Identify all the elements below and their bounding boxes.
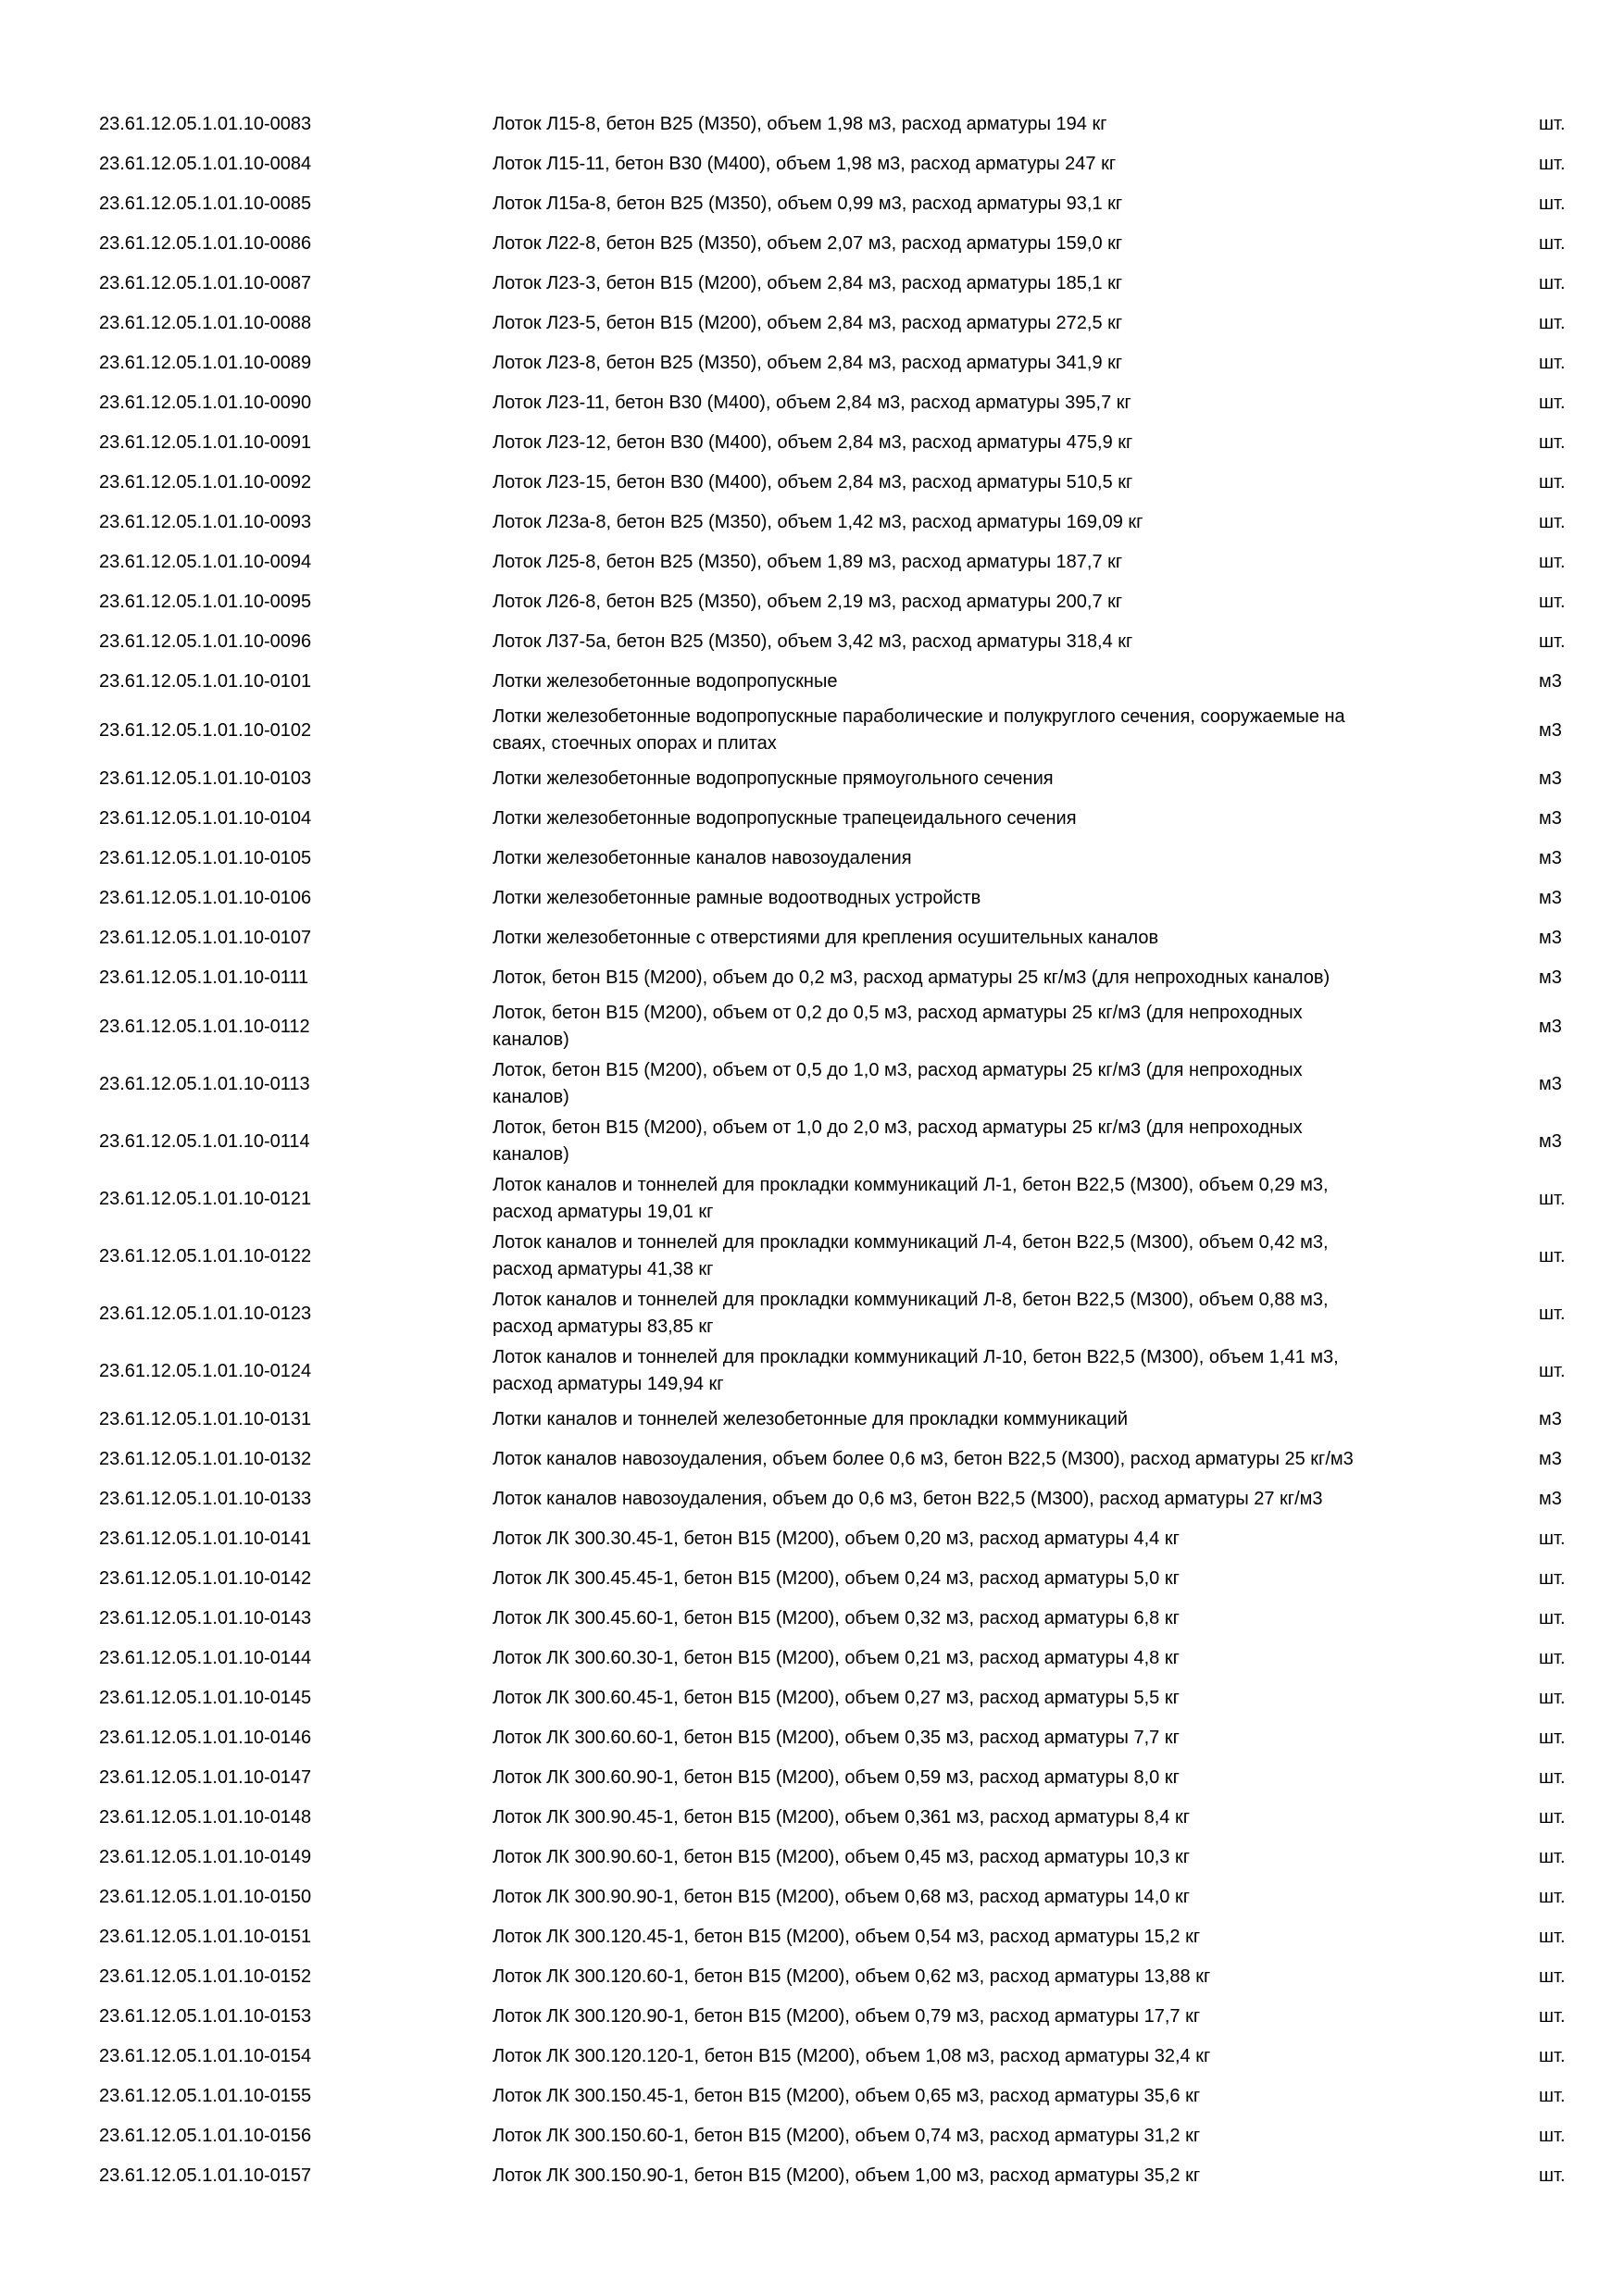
table-row (0, 1957, 1624, 1997)
item-name: Лотки железобетонные рамные водоотводных устройств (493, 888, 981, 908)
item-code: 23.61.12.05.1.01.10-0085 (99, 193, 312, 214)
item-name-line: расход арматуры 19,01 кг (493, 1202, 714, 1222)
item-name: Лоток Л23а-8, бетон В25 (М350), объем 1,42 м3, расход арматуры 169,09 кг (493, 512, 1143, 532)
table-row (0, 1055, 1624, 1113)
item-name: Лоток Л23-11, бетон В30 (М400), объем 2,84 м3, расход арматуры 395,7 кг (493, 393, 1131, 413)
table-row (0, 582, 1624, 622)
item-unit: м3 (1539, 1449, 1562, 1469)
item-name-line: расход арматуры 41,38 кг (493, 1259, 714, 1279)
item-code: 23.61.12.05.1.01.10-0122 (99, 1245, 312, 1267)
table-row (0, 264, 1624, 304)
item-name: Лоток Л15-11, бетон В30 (М400), объем 1,98 м3, расход арматуры 247 кг (493, 154, 1117, 174)
item-code: 23.61.12.05.1.01.10-0106 (99, 888, 312, 908)
item-name: Лоток Л26-8, бетон В25 (М350), объем 2,19 м3, расход арматуры 200,7 кг (493, 592, 1123, 612)
item-code: 23.61.12.05.1.01.10-0124 (99, 1360, 312, 1381)
item-unit: шт. (1539, 2006, 1566, 2027)
item-name: Лоток ЛК 300.45.60-1, бетон В15 (М200), объем 0,32 м3, расход арматуры 6,8 кг (493, 1608, 1180, 1628)
table-row (0, 224, 1624, 264)
item-code: 23.61.12.05.1.01.10-0123 (99, 1303, 312, 1324)
item-name: Лоток ЛК 300.90.45-1, бетон В15 (М200), объем 0,361 м3, расход арматуры 8,4 кг (493, 1807, 1190, 1828)
item-code: 23.61.12.05.1.01.10-0088 (99, 313, 312, 333)
table-row (0, 2077, 1624, 2116)
item-unit: м3 (1539, 928, 1562, 948)
item-name-line: Лоток каналов и тоннелей для прокладки коммуникаций Л-8, бетон В22,5 (М300), объем 0,88 м3, (493, 1290, 1329, 1310)
table-row (0, 1718, 1624, 1758)
item-code: 23.61.12.05.1.01.10-0114 (99, 1130, 310, 1152)
item-name: Лоток каналов навозоудаления, объем до 0,6 м3, бетон В22,5 (М300), расход арматуры 27 кг/м3 (493, 1489, 1323, 1509)
item-code: 23.61.12.05.1.01.10-0152 (99, 1966, 312, 1987)
item-code: 23.61.12.05.1.01.10-0083 (99, 114, 312, 134)
table-row (0, 1170, 1624, 1228)
item-code: 23.61.12.05.1.01.10-0132 (99, 1449, 312, 1469)
item-unit: шт. (1539, 1568, 1566, 1589)
item-name: Лоток ЛК 300.60.45-1, бетон В15 (М200), объем 0,27 м3, расход арматуры 5,5 кг (493, 1688, 1180, 1708)
item-name-line: каналов) (493, 1087, 569, 1107)
table-row (0, 543, 1624, 582)
item-name: Лотки железобетонные с отверстиями для крепления осушительных каналов (493, 928, 1159, 948)
table-row (0, 1599, 1624, 1639)
item-code: 23.61.12.05.1.01.10-0150 (99, 1887, 312, 1907)
item-unit: шт. (1539, 114, 1566, 134)
item-unit: шт. (1539, 233, 1566, 254)
item-code: 23.61.12.05.1.01.10-0146 (99, 1728, 312, 1748)
item-name: Лоток Л23-5, бетон В15 (М200), объем 2,84 м3, расход арматуры 272,5 кг (493, 313, 1123, 333)
item-code: 23.61.12.05.1.01.10-0155 (99, 2086, 312, 2106)
table-row (0, 958, 1624, 998)
table-row (0, 1559, 1624, 1599)
item-name: Лоток ЛК 300.120.45-1, бетон В15 (М200), объем 0,54 м3, расход арматуры 15,2 кг (493, 1927, 1201, 1947)
item-name: Лоток ЛК 300.90.60-1, бетон В15 (М200), объем 0,45 м3, расход арматуры 10,3 кг (493, 1847, 1190, 1867)
item-code: 23.61.12.05.1.01.10-0090 (99, 393, 312, 413)
table-row (0, 423, 1624, 463)
table-row (0, 1440, 1624, 1479)
item-code: 23.61.12.05.1.01.10-0104 (99, 808, 312, 829)
table-row (0, 2116, 1624, 2156)
item-unit: шт. (1539, 2165, 1566, 2186)
item-unit: м3 (1539, 1016, 1562, 1037)
item-name: Лотки железобетонные водопропускные (493, 671, 838, 692)
item-unit: шт. (1539, 2046, 1566, 2066)
item-name-line: Лоток, бетон В15 (М200), объем от 1,0 до 2,0 м3, расход арматуры 25 кг/м3 (для непроходных (493, 1117, 1303, 1138)
table-row (0, 105, 1624, 144)
table-row (0, 1113, 1624, 1170)
table-row (0, 304, 1624, 343)
item-name: Лоток ЛК 300.60.60-1, бетон В15 (М200), объем 0,35 м3, расход арматуры 7,7 кг (493, 1728, 1180, 1748)
item-unit: м3 (1539, 888, 1562, 908)
item-unit: м3 (1539, 719, 1562, 741)
item-code: 23.61.12.05.1.01.10-0142 (99, 1568, 312, 1589)
item-code: 23.61.12.05.1.01.10-0101 (99, 671, 312, 692)
item-unit: м3 (1539, 967, 1562, 988)
item-name-line: сваях, стоечных опорах и плитах (493, 733, 777, 754)
table-row (0, 622, 1624, 662)
item-code: 23.61.12.05.1.01.10-0105 (99, 848, 312, 868)
item-unit: м3 (1539, 1073, 1562, 1094)
item-code: 23.61.12.05.1.01.10-0095 (99, 592, 312, 612)
table-row (0, 1758, 1624, 1798)
item-unit: м3 (1539, 768, 1562, 789)
item-name (493, 1228, 1455, 1285)
table-row (0, 1342, 1624, 1400)
item-unit: шт. (1539, 154, 1566, 174)
table-row (0, 463, 1624, 503)
price-list-table (0, 105, 1624, 2196)
item-unit: шт. (1539, 1188, 1566, 1209)
table-row (0, 1285, 1624, 1342)
item-name: Лоток каналов навозоудаления, объем более 0,6 м3, бетон В22,5 (М300), расход арматуры 25 кг/м3 (493, 1449, 1354, 1469)
item-code: 23.61.12.05.1.01.10-0143 (99, 1608, 312, 1628)
item-code: 23.61.12.05.1.01.10-0113 (99, 1073, 310, 1094)
item-unit: шт. (1539, 1767, 1566, 1788)
item-unit: шт. (1539, 1245, 1566, 1267)
item-unit: шт. (1539, 1529, 1566, 1549)
item-code: 23.61.12.05.1.01.10-0147 (99, 1767, 312, 1788)
item-code: 23.61.12.05.1.01.10-0087 (99, 273, 312, 293)
item-name-line: Лоток каналов и тоннелей для прокладки коммуникаций Л-4, бетон В22,5 (М300), объем 0,42 м3, (493, 1232, 1329, 1253)
item-unit: шт. (1539, 313, 1566, 333)
table-row (0, 1997, 1624, 2037)
item-name: Лоток Л23-3, бетон В15 (М200), объем 2,84 м3, расход арматуры 185,1 кг (493, 273, 1123, 293)
item-name: Лоток Л23-15, бетон В30 (М400), объем 2,84 м3, расход арматуры 510,5 кг (493, 472, 1133, 493)
item-code: 23.61.12.05.1.01.10-0154 (99, 2046, 312, 2066)
table-row (0, 2037, 1624, 2077)
table-row (0, 343, 1624, 383)
table-row (0, 998, 1624, 1055)
table-row (0, 799, 1624, 839)
item-code: 23.61.12.05.1.01.10-0089 (99, 353, 312, 373)
item-name: Лоток Л15-8, бетон В25 (М350), объем 1,98 м3, расход арматуры 194 кг (493, 114, 1107, 134)
item-name-line: Лоток каналов и тоннелей для прокладки коммуникаций Л-1, бетон В22,5 (М300), объем 0,29 м3, (493, 1175, 1329, 1195)
item-code: 23.61.12.05.1.01.10-0157 (99, 2165, 312, 2186)
item-code: 23.61.12.05.1.01.10-0141 (99, 1529, 312, 1549)
item-unit: шт. (1539, 472, 1566, 493)
item-code: 23.61.12.05.1.01.10-0131 (99, 1409, 312, 1429)
item-name: Лоток ЛК 300.150.90-1, бетон В15 (М200), объем 1,00 м3, расход арматуры 35,2 кг (493, 2165, 1201, 2186)
table-row (0, 759, 1624, 799)
item-name: Лотки железобетонные водопропускные прямоугольного сечения (493, 768, 1054, 789)
table-row (0, 1878, 1624, 1917)
item-code: 23.61.12.05.1.01.10-0145 (99, 1688, 312, 1708)
item-code: 23.61.12.05.1.01.10-0133 (99, 1489, 312, 1509)
item-name (493, 1285, 1455, 1342)
table-row (0, 918, 1624, 958)
item-code: 23.61.12.05.1.01.10-0092 (99, 472, 312, 493)
table-row (0, 1678, 1624, 1718)
item-name-line: каналов) (493, 1029, 569, 1050)
item-code: 23.61.12.05.1.01.10-0084 (99, 154, 312, 174)
table-row (0, 1838, 1624, 1878)
item-unit: шт. (1539, 592, 1566, 612)
item-unit: шт. (1539, 273, 1566, 293)
item-name (493, 1055, 1455, 1113)
item-name: Лоток Л25-8, бетон В25 (М350), объем 1,89 м3, расход арматуры 187,7 кг (493, 552, 1123, 572)
item-name: Лоток ЛК 300.150.60-1, бетон В15 (М200), объем 0,74 м3, расход арматуры 31,2 кг (493, 2126, 1201, 2146)
table-row (0, 1400, 1624, 1440)
item-unit: шт. (1539, 1303, 1566, 1324)
item-unit: шт. (1539, 2086, 1566, 2106)
item-name-line: расход арматуры 149,94 кг (493, 1374, 724, 1394)
item-name: Лоток ЛК 300.60.30-1, бетон В15 (М200), объем 0,21 м3, расход арматуры 4,8 кг (493, 1648, 1180, 1668)
item-code: 23.61.12.05.1.01.10-0096 (99, 631, 312, 652)
table-row (0, 1479, 1624, 1519)
item-name: Лоток Л23-12, бетон В30 (М400), объем 2,84 м3, расход арматуры 475,9 кг (493, 432, 1133, 453)
item-unit: шт. (1539, 512, 1566, 532)
item-name (493, 1170, 1455, 1228)
item-code: 23.61.12.05.1.01.10-0094 (99, 552, 312, 572)
item-name: Лоток ЛК 300.120.60-1, бетон В15 (М200), объем 0,62 м3, расход арматуры 13,88 кг (493, 1966, 1211, 1987)
item-code: 23.61.12.05.1.01.10-0151 (99, 1927, 312, 1947)
table-row (0, 839, 1624, 879)
item-unit: шт. (1539, 1360, 1566, 1381)
item-code: 23.61.12.05.1.01.10-0107 (99, 928, 312, 948)
item-name-line: расход арматуры 83,85 кг (493, 1316, 714, 1337)
table-row (0, 1639, 1624, 1678)
item-code: 23.61.12.05.1.01.10-0103 (99, 768, 312, 789)
item-unit: м3 (1539, 671, 1562, 692)
table-row (0, 144, 1624, 184)
item-unit: шт. (1539, 1847, 1566, 1867)
table-row (0, 1917, 1624, 1957)
item-name: Лоток Л15а-8, бетон В25 (М350), объем 0,99 м3, расход арматуры 93,1 кг (493, 193, 1123, 214)
item-name: Лоток ЛК 300.45.45-1, бетон В15 (М200), объем 0,24 м3, расход арматуры 5,0 кг (493, 1568, 1180, 1589)
item-unit: шт. (1539, 1608, 1566, 1628)
item-code: 23.61.12.05.1.01.10-0111 (99, 967, 309, 988)
item-code: 23.61.12.05.1.01.10-0093 (99, 512, 312, 532)
item-name: Лоток ЛК 300.120.120-1, бетон В15 (М200), объем 1,08 м3, расход арматуры 32,4 кг (493, 2046, 1211, 2066)
item-unit: шт. (1539, 1728, 1566, 1748)
item-name (493, 1113, 1455, 1170)
table-row (0, 2156, 1624, 2196)
item-unit: шт. (1539, 631, 1566, 652)
item-unit: шт. (1539, 552, 1566, 572)
table-row (0, 702, 1624, 759)
table-row (0, 879, 1624, 918)
item-name: Лотки железобетонные водопропускные трапецеидального сечения (493, 808, 1077, 829)
item-name-line: Лоток каналов и тоннелей для прокладки коммуникаций Л-10, бетон В22,5 (М300), объем 1,41 м3, (493, 1347, 1339, 1367)
item-code: 23.61.12.05.1.01.10-0086 (99, 233, 312, 254)
item-name: Лотки железобетонные каналов навозоудаления (493, 848, 912, 868)
item-unit: шт. (1539, 1648, 1566, 1668)
item-unit: шт. (1539, 1688, 1566, 1708)
table-row (0, 184, 1624, 224)
item-code: 23.61.12.05.1.01.10-0091 (99, 432, 312, 453)
item-unit: шт. (1539, 2126, 1566, 2146)
item-name: Лоток ЛК 300.120.90-1, бетон В15 (М200), объем 0,79 м3, расход арматуры 17,7 кг (493, 2006, 1201, 2027)
item-unit: м3 (1539, 1409, 1562, 1429)
item-code: 23.61.12.05.1.01.10-0153 (99, 2006, 312, 2027)
item-unit: шт. (1539, 1887, 1566, 1907)
item-code: 23.61.12.05.1.01.10-0112 (99, 1016, 310, 1037)
table-row (0, 503, 1624, 543)
item-code: 23.61.12.05.1.01.10-0144 (99, 1648, 312, 1668)
item-unit: м3 (1539, 1130, 1562, 1152)
item-code: 23.61.12.05.1.01.10-0121 (99, 1188, 312, 1209)
item-unit: шт. (1539, 353, 1566, 373)
item-code: 23.61.12.05.1.01.10-0156 (99, 2126, 312, 2146)
item-unit: м3 (1539, 1489, 1562, 1509)
item-unit: шт. (1539, 1927, 1566, 1947)
table-row (0, 383, 1624, 423)
table-row (0, 1798, 1624, 1838)
item-name: Лоток Л23-8, бетон В25 (М350), объем 2,84 м3, расход арматуры 341,9 кг (493, 353, 1123, 373)
table-row (0, 1519, 1624, 1559)
item-name (493, 702, 1455, 759)
table-row (0, 662, 1624, 702)
item-name-line: Лоток, бетон В15 (М200), объем от 0,5 до 1,0 м3, расход арматуры 25 кг/м3 (для непроходных (493, 1060, 1303, 1080)
item-name: Лоток ЛК 300.60.90-1, бетон В15 (М200), объем 0,59 м3, расход арматуры 8,0 кг (493, 1767, 1180, 1788)
table-row (0, 1228, 1624, 1285)
item-code: 23.61.12.05.1.01.10-0148 (99, 1807, 312, 1828)
item-name: Лоток Л22-8, бетон В25 (М350), объем 2,07 м3, расход арматуры 159,0 кг (493, 233, 1123, 254)
item-name: Лоток ЛК 300.90.90-1, бетон В15 (М200), объем 0,68 м3, расход арматуры 14,0 кг (493, 1887, 1190, 1907)
item-name: Лоток ЛК 300.150.45-1, бетон В15 (М200), объем 0,65 м3, расход арматуры 35,6 кг (493, 2086, 1201, 2106)
item-name: Лоток ЛК 300.30.45-1, бетон В15 (М200), объем 0,20 м3, расход арматуры 4,4 кг (493, 1529, 1180, 1549)
item-name-line: Лоток, бетон В15 (М200), объем от 0,2 до 0,5 м3, расход арматуры 25 кг/м3 (для непроходных (493, 1003, 1303, 1023)
item-name: Лоток, бетон В15 (М200), объем до 0,2 м3, расход арматуры 25 кг/м3 (для непроходных каналов) (493, 967, 1330, 988)
item-unit: шт. (1539, 193, 1566, 214)
item-unit: м3 (1539, 808, 1562, 829)
item-name-line: каналов) (493, 1144, 569, 1165)
item-code: 23.61.12.05.1.01.10-0102 (99, 719, 312, 741)
item-unit: шт. (1539, 1966, 1566, 1987)
item-name-line: Лотки железобетонные водопропускные параболические и полукруглого сечения, сооружаемые на (493, 706, 1345, 727)
item-unit: шт. (1539, 1807, 1566, 1828)
item-unit: шт. (1539, 393, 1566, 413)
item-name (493, 1342, 1455, 1400)
item-name (493, 998, 1455, 1055)
item-unit: м3 (1539, 848, 1562, 868)
item-name: Лотки каналов и тоннелей железобетонные для прокладки коммуникаций (493, 1409, 1129, 1429)
item-name: Лоток Л37-5а, бетон В25 (М350), объем 3,42 м3, расход арматуры 318,4 кг (493, 631, 1133, 652)
item-unit: шт. (1539, 432, 1566, 453)
item-code: 23.61.12.05.1.01.10-0149 (99, 1847, 312, 1867)
